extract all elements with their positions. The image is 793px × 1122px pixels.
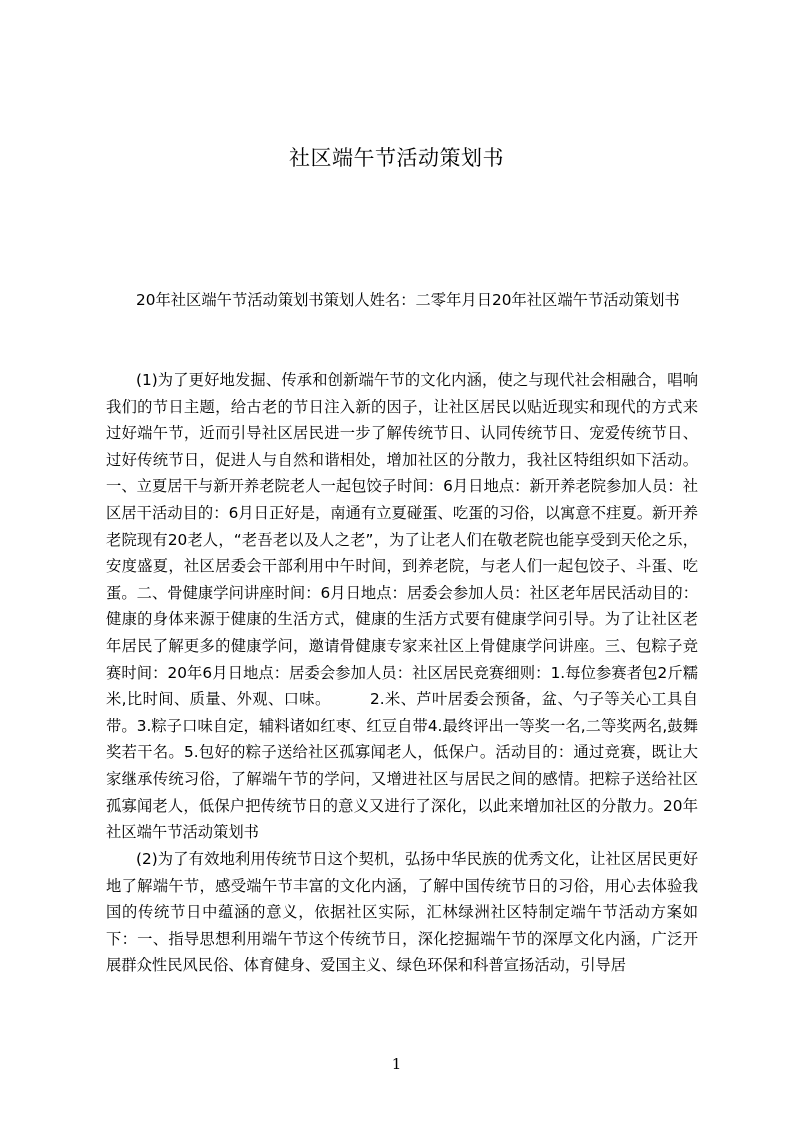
paragraph-plan-1: (1)为了更好地发掘、传承和创新端午节的文化内涵，使之与现代社会相融合，唱响我们的节日主题，给古老的节日注入新的因子，让社区居民以贴近现实和现代的方式来过好端午节，近而引导社区居民进一步了解传统节日、认同传统节日、宠爱传统节日、过好传统节日，促进人与自然和谐相处，增加社区的分散力，我社区特组织如下活动。一、立夏居干与新开养老院老人一起包饺子时间：6月日地点：新开养老院参加人员：社区居干活动目的：6月日正好是，南通有立夏碰蛋、吃蛋的习俗，以寓意不疰夏。新开养老院现有20老人，“老吾老以及人之老”，为了让老人们在敬老院也能享受到天伦之乐，安度盛夏，社区居委会干部利用中午时间，到养老院，与老人们一起包饺子、斗蛋、吃蛋。二、骨健康学问讲座时间：6月日地点：居委会参加人员：社区老年居民活动目的：健康的身体来源于健康的生活方式，健康的生活方式要有健康学问引导。为了让社区老年居民了解更多的健康学问，邀请骨健康专家来社区上骨健康学问讲座。三、包粽子竞赛时间：20年6月日地点：居委会参加人员：社区居民竞赛细则：1.每位参赛者包2斤糯米,比时间、质量、外观、口味。 2.米、芦叶居委会预备，盆、勺子等关心工具自带。3.粽子口味自定，辅料诸如红枣、红豆自带4.最终评出一等奖一名,二等奖两名,鼓舞奖若干名。5.包好的粽子送给社区孤寡闻老人，低保户。活动目的：通过竞赛，既让大家继承传统习俗，了解端午节的学问，又增进社区与居民之间的感情。把粽子送给社区孤寡闻老人，低保户把传统节日的意义又进行了深化，以此来增加社区的分散力。20年社区端午节活动策划书 xyxy=(106,371,698,842)
paragraph-intro: 20年社区端午节活动策划书策划人姓名：二零年月日20年社区端午节活动策划书 xyxy=(136,291,680,309)
page-number: 1 xyxy=(391,1055,402,1073)
paragraph-plan-2: (2)为了有效地利用传统节日这个契机，弘扬中华民族的优秀文化，让社区居民更好地了解端午节，感受端午节丰富的文化内涵，了解中国传统节日的习俗，用心去体验我国的传统节日中蕴涵的意义，依据社区实际，汇林绿洲社区特制定端午节活动方案如下：一、指导思想利用端午节这个传统节日，深化挖掘端午节的深厚文化内涵，广泛开展群众性民风民俗、体育健身、爱国主义、绿色环保和科普宣扬活动，引导居 xyxy=(106,850,698,975)
document-title: 社区端午节活动策划书 xyxy=(289,146,504,170)
